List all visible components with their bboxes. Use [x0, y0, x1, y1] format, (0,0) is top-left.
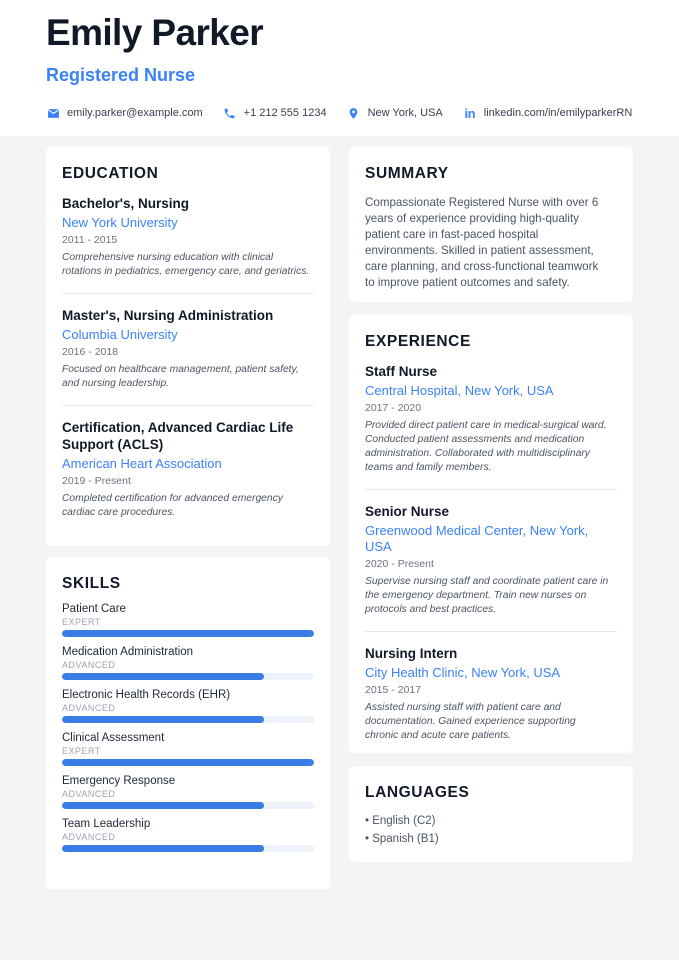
skill-item: [62, 646, 314, 680]
skill-item: [62, 818, 314, 852]
contact-phone[interactable]: [223, 106, 327, 120]
resume-header: [0, 0, 679, 136]
degree: Master's, Nursing Administration: [62, 308, 274, 323]
summary-card: [349, 147, 633, 302]
job-title: Nursing Intern: [365, 646, 458, 661]
description: Provided direct patient care in medical-surgical ward. Conducted patient assessments and medication administration. Collaborated with multidisciplinary teams and family members.: [365, 420, 607, 473]
description: Completed certification for advanced emergency cardiac care procedures.: [62, 493, 283, 518]
skill-name: Patient Care: [62, 603, 126, 615]
skills-card: [46, 557, 330, 889]
candidate-name: Emily Parker: [46, 12, 264, 53]
skill-name: Team Leadership: [62, 818, 151, 830]
skill-bar: [62, 673, 314, 680]
skill-item: [62, 603, 314, 637]
linkedin-text: linkedin.com/in/emilyparkerRN: [483, 107, 633, 119]
dates: 2020 - Present: [365, 558, 434, 570]
skill-level: ADVANCED: [62, 660, 116, 670]
skill-bar-fill: [62, 759, 314, 766]
skill-level: ADVANCED: [62, 703, 116, 713]
phone-icon: [223, 106, 237, 120]
experience-heading: EXPERIENCE: [365, 333, 471, 350]
skill-bar-fill: [62, 630, 314, 637]
contact-linkedin[interactable]: [463, 106, 633, 120]
school: American Heart Association: [62, 456, 222, 471]
language-item: • Spanish (B1): [365, 833, 439, 845]
skill-bar-fill: [62, 845, 264, 852]
dates: 2011 - 2015: [62, 234, 118, 246]
degree: Bachelor's, Nursing: [62, 196, 189, 211]
dates: 2019 - Present: [62, 475, 131, 487]
experience-entry: [365, 363, 617, 475]
languages-list: [365, 812, 617, 848]
dates: 2016 - 2018: [62, 346, 119, 358]
skill-level: ADVANCED: [62, 832, 116, 842]
skill-name: Emergency Response: [62, 775, 176, 787]
divider: [62, 293, 314, 294]
skill-item: [62, 732, 314, 766]
skill-name: Medication Administration: [62, 646, 194, 658]
location-pin-icon: [347, 106, 361, 120]
dates: 2017 - 2020: [365, 402, 422, 414]
employer: Greenwood Medical Center, New York, USA: [365, 523, 589, 554]
candidate-title: Registered Nurse: [46, 65, 196, 85]
languages-card: [349, 766, 633, 862]
job-title: Staff Nurse: [365, 364, 438, 379]
email-text: emily.parker@example.com: [67, 107, 203, 119]
experience-card: [349, 315, 633, 753]
employer: City Health Clinic, New York, USA: [365, 665, 561, 680]
skill-item: [62, 689, 314, 723]
location-text: New York, USA: [367, 107, 443, 119]
education-entry: [62, 419, 314, 520]
experience-entry: [365, 503, 617, 617]
language-item: • English (C2): [365, 815, 436, 827]
mail-icon: [46, 106, 60, 120]
skill-name: Clinical Assessment: [62, 732, 165, 744]
education-entry: [62, 307, 314, 391]
education-heading: EDUCATION: [62, 165, 159, 182]
skill-level: EXPERT: [62, 746, 101, 756]
education-card: [46, 147, 330, 546]
skill-bar-fill: [62, 802, 264, 809]
skill-bar: [62, 759, 314, 766]
contact-bar: [46, 106, 652, 120]
description: Comprehensive nursing education with clinical rotations in pediatrics, emergency care, and geriatrics.: [62, 252, 310, 277]
summary-text: Compassionate Registered Nurse with over 6 years of experience providing high-quality patient care in fast-paced hospital environments. Skilled in patient assessment, care planning, and cross-functional teamwork to improve patient outcomes and safety.: [365, 196, 599, 289]
skill-bar: [62, 630, 314, 637]
education-entry: [62, 195, 314, 279]
phone-text: +1 212 555 1234: [243, 107, 327, 119]
skills-heading: SKILLS: [62, 575, 121, 592]
skill-level: EXPERT: [62, 617, 101, 627]
contact-email[interactable]: [46, 106, 203, 120]
degree: Certification, Advanced Cardiac Life Support (ACLS): [62, 420, 294, 452]
skill-name: Electronic Health Records (EHR): [62, 689, 231, 701]
skill-bar: [62, 845, 314, 852]
divider: [365, 489, 617, 490]
description: Assisted nursing staff with patient care and documentation. Gained experience supporting chronic and acute care patients.: [365, 702, 576, 741]
job-title: Senior Nurse: [365, 504, 450, 519]
skill-bar-fill: [62, 673, 264, 680]
description: Supervise nursing staff and coordinate patient care in the emergency department. Train new nurses on protocols and best practices.: [365, 576, 609, 615]
linkedin-icon: in: [464, 105, 476, 121]
skill-level: ADVANCED: [62, 789, 116, 799]
skill-bar: [62, 716, 314, 723]
experience-entry: [365, 645, 617, 743]
description: Focused on healthcare management, patient safety, and nursing leadership.: [62, 364, 299, 389]
divider: [62, 405, 314, 406]
dates: 2015 - 2017: [365, 684, 422, 696]
contact-location: [347, 106, 443, 120]
school: Columbia University: [62, 327, 178, 342]
skill-bar: [62, 802, 314, 809]
skill-bar-fill: [62, 716, 264, 723]
languages-heading: LANGUAGES: [365, 784, 470, 801]
summary-heading: SUMMARY: [365, 165, 449, 182]
employer: Central Hospital, New York, USA: [365, 383, 554, 398]
divider: [365, 631, 617, 632]
skill-item: [62, 775, 314, 809]
school: New York University: [62, 215, 178, 230]
